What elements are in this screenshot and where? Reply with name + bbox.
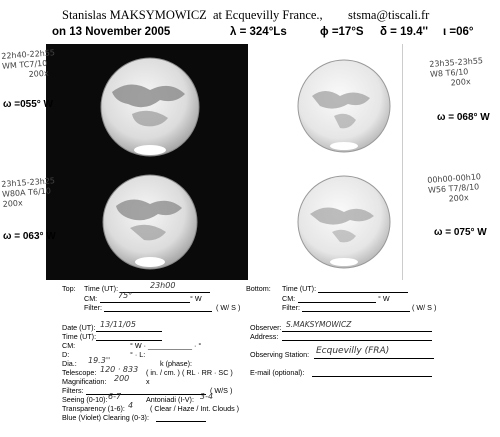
top-ws: ( W/ S ) [216,303,241,312]
magnification-value: 200 [114,374,130,383]
drawing-1-notes [1,48,57,82]
drawing-2-note-time: 23h35-23h55 [429,56,484,69]
date-line [96,331,162,332]
mars-disc-3 [103,175,197,269]
drawing-3-omega: ω = 063° W [3,231,56,242]
telescope-value: 120 · 833 [100,365,139,374]
email-line [312,376,432,377]
bottom-cm-line [298,302,376,303]
top-filter-label: Filter: [84,303,102,312]
observer-value: S.MAKSYMOWICZ [286,320,352,329]
date-label: Date (UT): [62,323,96,332]
top-cm-value: 75° [118,291,133,300]
seeing-label: Seeing (0-10): [62,395,108,404]
top-time-label: Time (UT): [84,284,119,293]
transparency-suffix: ( Clear / Haze / Int. Clouds ) [150,404,240,413]
bottom-label: Bottom: [246,284,271,293]
top-cm-line [100,302,190,303]
filters-label: Filters: [62,386,84,395]
lambda-value: λ = 324°Ls [230,26,287,38]
drawing-1-omega: ω =055° W [3,99,53,110]
top-label: Top: [62,284,76,293]
blue-clearing-line [156,421,206,422]
bottom-cm-unit: ° W [378,294,390,303]
dia-value: 19.3'' [88,356,111,365]
drawing-3-note-mag: 200x [2,198,24,209]
mars-disc-2 [298,60,390,152]
mars-disc-4 [298,176,390,268]
drawing-1-note-mag: 200x [28,68,49,80]
magnification-label: Magnification: [62,377,107,386]
observer-line [282,331,432,332]
date-value: 13/11/05 [100,320,136,329]
drawing-4-omega: ω = 075° W [434,227,487,238]
drawing-3-note-filter: W80A T6/10 [1,186,52,199]
bottom-filter-line [302,311,410,312]
ds-label: D: [62,350,70,359]
filters-ws: ( W/S ) [210,386,233,395]
bottom-time-label: Time (UT): [282,284,317,293]
drawing-4-notes [427,172,483,206]
observer-name: Stanislas MAKSYMOWICZ [62,8,207,22]
antoniadi-label: Antoniadi (I-V): [146,395,194,404]
address-label: Address: [250,332,279,341]
top-cm-label: CM: [84,294,98,303]
cm2-suffix: ° W · ___________ · ° [130,341,202,350]
drawing-1-note-time: 22h40-22h55 [1,48,56,61]
iota-value: ι =06° [443,26,474,38]
k-phase-label: k (phase): [160,359,192,368]
seeing-value: 6-7 [108,392,122,401]
phi-value: ϕ =17°S [320,26,364,38]
drawing-2-omega: ω = 068° W [437,112,490,123]
drawing-3-note-time: 23h15-23h25 [1,176,56,189]
bottom-ws: ( W/ S ) [412,303,437,312]
drawing-3-notes [1,176,57,210]
cm2-label: CM: [62,341,76,350]
telescope-units: ( in. / cm. ) ( RL · RR · SC ) [146,368,233,377]
antoniadi-value: 3-4 [200,392,214,401]
drawing-4-note-filter: W56 T7/8/10 [427,182,480,195]
email: stsma@tiscali.fr [348,8,430,22]
top-time-value: 23h00 [150,281,176,290]
time2-label: Time (UT): [62,332,97,341]
email-label: E-mail (optional): [250,368,305,377]
drawing-1-note-filter: WM TC7/10 [1,58,48,71]
ds-suffix: ° · L: [130,350,146,359]
observation-date: on 13 November 2005 [52,26,171,38]
dia-label: Dia.: [62,359,77,368]
magnification-x: x [146,377,150,386]
transparency-value: 4 [128,401,134,410]
top-filter-line [104,311,212,312]
station-value: Ecquevilly (FRA) [316,346,390,356]
blue-clearing-label: Blue (Violet) Clearing (0-3): [62,413,149,422]
station-line [314,358,434,359]
mars-disc-1 [101,58,199,156]
station-label: Observing Station: [250,350,310,359]
bottom-time-line [318,292,408,293]
drawing-2-note-mag: 200x [450,77,471,88]
telescope-label: Telescope: [62,368,97,377]
drawing-4-note-mag: 200x [448,193,469,204]
top-cm-unit: ° W [190,294,202,303]
bottom-filter-label: Filter: [282,303,300,312]
transparency-label: Transparency (1-6): [62,404,125,413]
address-line [282,340,432,341]
location: at Ecquevilly France., [213,8,323,22]
drawing-2-notes [429,56,485,90]
drawing-2-note-filter: W8 T6/10 [429,67,469,79]
drawing-4-note-time: 00h00-00h10 [427,172,482,185]
observer-label: Observer: [250,323,282,332]
top-time-line [120,292,210,293]
bottom-cm-label: CM: [282,294,296,303]
delta-value: δ = 19.4'' [380,26,428,38]
